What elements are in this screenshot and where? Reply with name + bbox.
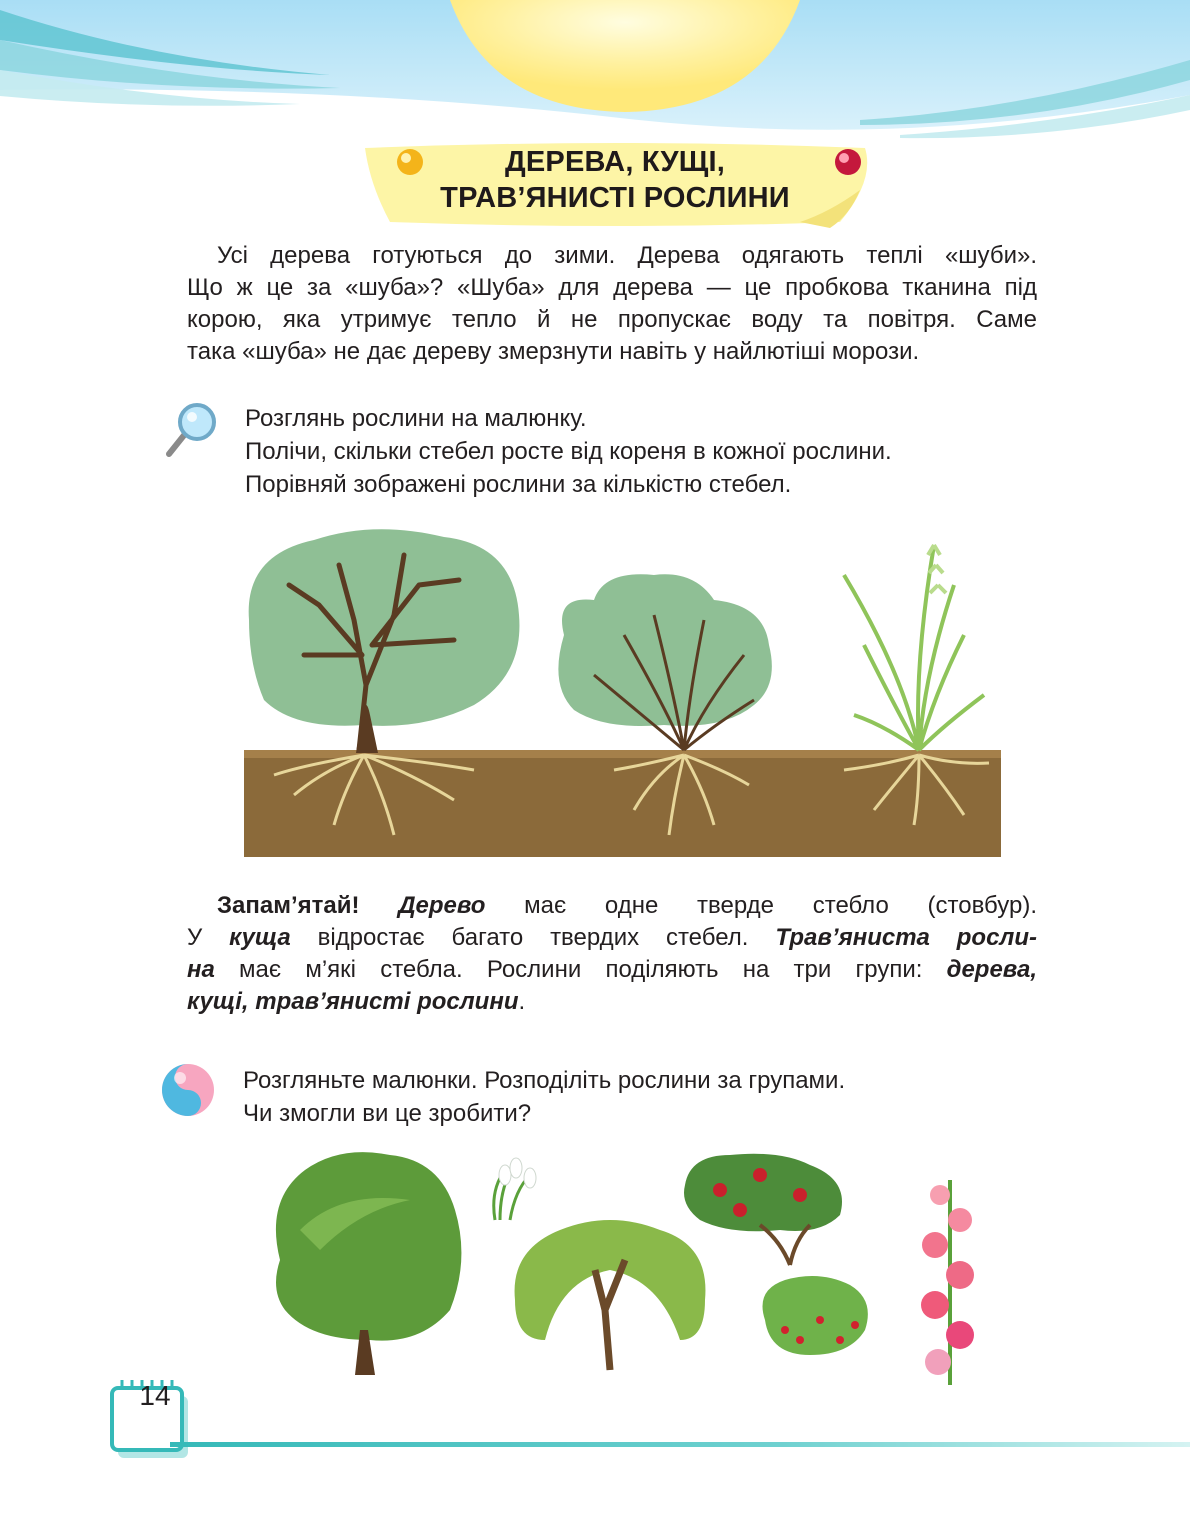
willow-tree-illustration: [515, 1220, 706, 1370]
mallow-flower-illustration: [921, 1180, 974, 1385]
task-2-line-1: Розгляньте малюнки. Розподіліть рослини за групами.: [243, 1067, 846, 1094]
term-groups-2: кущі, трав’янисті рослини: [187, 988, 519, 1015]
term-tree: Дерево: [398, 892, 486, 919]
task-1-line-3: Порівняй зображені рослини за кількістю стебел.: [245, 471, 792, 498]
task-2-line-2: Чи змогли ви це зробити?: [243, 1100, 532, 1127]
term-groups-1: дерева,: [946, 956, 1037, 983]
remember-paragraph: [187, 890, 1037, 1018]
intro-line-3: корою, яка утримує тепло й не пропускає воду та повітря. Саме: [187, 306, 1037, 333]
term-shrub: куща: [229, 924, 291, 951]
chestnut-tree-illustration: [276, 1152, 462, 1375]
header-sky-decoration: [0, 0, 1190, 160]
title-line-2: ТРАВ’ЯНИСТІ РОСЛИНИ: [440, 182, 790, 214]
task-1-line-1: Розглянь рослини на малюнку.: [245, 405, 587, 432]
magnifier-icon: [165, 400, 220, 465]
redcurrant-shrub-illustration: [763, 1276, 868, 1355]
remember-line-3: на має м’які стебла. Рослини поділяють на три групи: дерева,: [187, 956, 1037, 983]
remember-label: Запам’ятай!: [217, 892, 399, 919]
snowdrop-illustration: [494, 1158, 536, 1220]
task-1-line-2: Полічи, скільки стебел росте від кореня в кожної рослини.: [245, 438, 892, 465]
remember-line-1: [187, 890, 1037, 922]
plants-roots-illustration: [244, 525, 1001, 857]
page-title: [380, 144, 850, 216]
task-2: [243, 1064, 845, 1130]
plants-group-illustration: [260, 1140, 1000, 1400]
intro-paragraph: [187, 240, 1037, 368]
viburnum-shrub-illustration: [684, 1154, 842, 1265]
remember-line-2: У куща відростає багато твердих стебел. Трав’яниста росли-: [187, 924, 1038, 951]
page-number: 14: [139, 1380, 171, 1411]
task-1: [245, 402, 892, 501]
intro-line-1: Усі дерева готуються до зими. Дерева одягають теплі «шуби».: [217, 242, 1037, 269]
pair-work-icon: [160, 1062, 216, 1123]
term-herb-1: Трав’яниста росли-: [775, 924, 1038, 951]
footer-line: [170, 1442, 1190, 1447]
intro-line-2: Що ж це за «шуба»? «Шуба» для дерева — це пробкова тканина під: [187, 274, 1037, 301]
remember-text-1: має одне тверде стебло (стовбур).: [485, 892, 1038, 919]
intro-line-4: така «шуба» не дає дереву змерзнути навіть у найлютіші морози.: [187, 338, 920, 365]
remember-line-4: кущі, трав’янисті рослини.: [187, 988, 526, 1015]
term-herb-2: на: [187, 956, 215, 983]
title-line-1: ДЕРЕВА, КУЩІ,: [505, 146, 725, 178]
